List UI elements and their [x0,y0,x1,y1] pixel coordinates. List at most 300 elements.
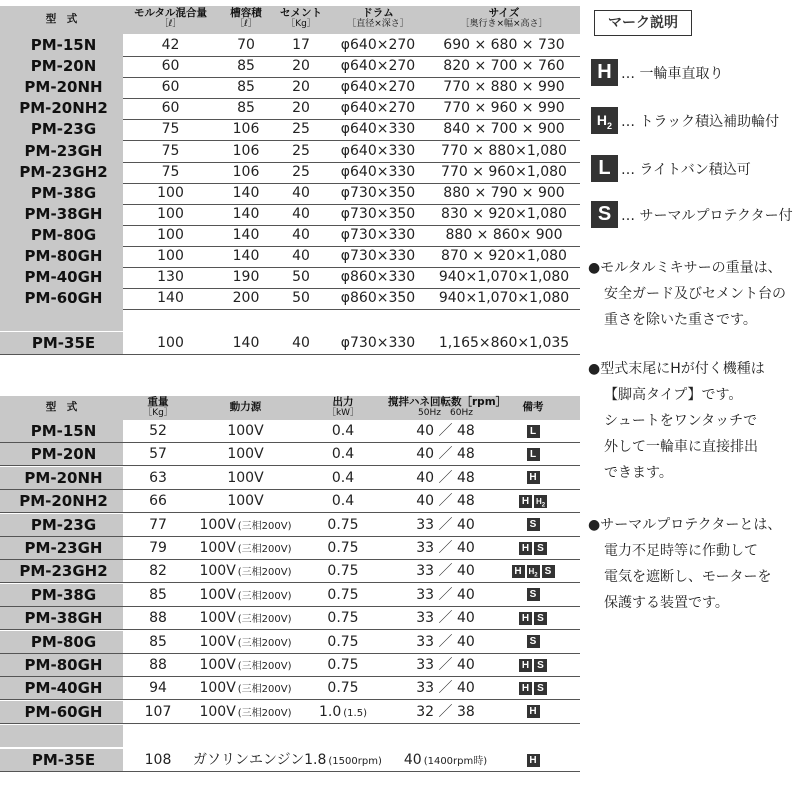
spec-cell: φ860×330 [340,269,416,286]
spec-cell: PM-80GH [0,245,123,268]
spec-cell: 106 [232,121,260,138]
row-divider [0,771,580,772]
power-value: 88 [149,657,167,673]
power-row [0,607,580,630]
power-value: 100V [227,469,264,486]
spec-cell: PM-20N [0,55,123,78]
power-model: PM-23GH [0,537,123,560]
power-cell [123,677,193,700]
power-cell [388,490,503,513]
spec-cell: 820 × 700 × 760 [443,58,565,75]
spec-row [0,34,580,57]
spec-cell: 50 [292,290,310,307]
power-cell [123,443,193,466]
spec-cell: 770 × 960×1,080 [441,163,567,180]
power-model: PM-20NH [0,467,123,490]
spec-cell: 40 [292,248,310,264]
spec-header-title: セメント [280,7,322,19]
power-cell [193,443,298,466]
spec-cell: 70 [237,37,255,53]
power-header-title: 撹拌ハネ回転数［rpm］ [388,396,507,408]
spec-cell: 20 [292,79,310,96]
power-value: 66 [149,493,167,510]
note-line: ●型式末尾にHが付く機種は [588,361,765,377]
power-value: 88 [149,610,167,627]
power-cell [193,560,298,583]
spec-header-4 [328,8,428,29]
power-value: 100V [227,423,264,439]
spec-cell: 75 [161,142,180,159]
spec-cell: 85 [237,58,255,75]
spec-row [0,118,580,141]
power-value: 0.75 [327,633,359,650]
power-cell [123,654,193,677]
power-model: PM-35E [0,749,123,772]
spec-cell: 870 × 920×1,080 [441,248,567,264]
power-value: 100V [199,563,236,580]
note-block [588,255,800,333]
power-row [0,537,580,560]
power-header-title: 出力 [332,396,354,408]
spec-cell: 100 [157,335,184,352]
power-value: 33 ／ 40 [416,540,475,556]
power-value: 100V [227,493,264,510]
power-value: 33 ／ 40 [416,586,475,603]
power-model: PM-20N [0,443,123,466]
power-marks [503,749,563,772]
spec-cell: 880 × 860× 900 [445,226,563,243]
power-marks [503,537,563,560]
spec-cell: 770 × 880×1,080 [441,142,567,159]
power-header-unit: 50Hz 60Hz [418,407,473,418]
power-cell [193,631,298,654]
power-cell [193,701,298,724]
power-marks [503,467,563,490]
power-header-title: 型 式 [45,401,78,413]
mark-s-icon: S [534,659,547,672]
power-marks [503,560,563,583]
mark-h2-icon: $H_2$ [535,496,546,509]
power-value: 0.75 [327,563,359,580]
spec-cell: 75 [161,121,180,138]
spec-cell: φ860×350 [340,290,416,307]
power-note: (1400rpm時) [423,756,488,768]
power-cell [193,420,298,443]
power-value: 40 [403,752,422,769]
power-value: 0.75 [327,680,359,697]
power-header-3 [298,397,388,418]
power-value: 33 ／ 40 [416,563,475,580]
spec-row [0,76,580,99]
power-marks [503,607,563,630]
power-value: 0.75 [327,610,359,627]
power-cell [388,443,503,466]
spec-cell: 840 × 700 × 900 [443,121,565,138]
spec-cell: 100 [157,226,184,243]
spec-row [0,140,580,163]
power-row [0,701,580,724]
legend-item [591,107,779,135]
power-cell [388,467,503,490]
spec-cell: 60 [161,100,180,117]
power-value: 108 [144,752,172,769]
mark-h-icon: H [519,495,532,508]
power-row [0,420,580,443]
mark-h-icon: H [519,682,532,695]
power-value: 0.4 [331,423,355,439]
spec-cell: φ730×350 [340,184,416,201]
power-header-5 [503,402,563,413]
spec-cell: 1,165×860×1,035 [438,335,570,352]
spec-cell: 40 [292,226,310,243]
spec-cell: 25 [292,163,310,180]
spec-header-title: 型 式 [45,13,78,25]
spec-cell: 770 × 960 × 990 [443,100,565,117]
power-model: PM-23G [0,514,123,537]
power-value: 40 ／ 48 [416,469,475,486]
legend-item [591,201,793,229]
spec-cell: 106 [232,142,260,159]
power-note: (三相200V) [237,707,292,719]
spec-row [0,245,580,268]
power-value: 100V [199,540,236,556]
power-cell [388,514,503,537]
power-row [0,677,580,700]
spec-cell: φ640×330 [340,142,416,159]
spec-header-title: ドラム [362,7,394,19]
spec-cell: 60 [161,58,180,75]
spec-header-unit: ［直径×深さ］ [347,18,409,29]
spec-cell: φ640×330 [340,121,416,138]
power-cell [298,749,388,772]
power-value: 100V [199,586,236,603]
power-value: 0.75 [327,540,359,556]
power-cell [193,514,298,537]
power-row [0,631,580,654]
power-cell [123,584,193,607]
power-note: (三相200V) [237,590,292,602]
spec-cell: 880 × 790 × 900 [443,184,565,201]
power-value: 0.4 [331,446,355,463]
power-row [0,467,580,490]
spec-header-1 [123,8,218,29]
legend-text: … 一輪車直取り [621,65,724,82]
power-note: (三相200V) [237,684,292,696]
mark-h-icon: H [519,612,532,625]
spec-cell: 940×1,070×1,080 [438,269,570,286]
row-divider [0,354,580,355]
power-cell [193,607,298,630]
spec-row [0,266,580,289]
power-header-1 [123,397,193,418]
spec-row-extra [0,332,580,355]
spec-cell: PM-15N [0,34,123,57]
power-note: (三相200V) [237,544,292,555]
spec-cell: 100 [157,205,184,222]
legend-text: … サーマルプロテクター付 [621,207,793,224]
power-model: PM-38G [0,584,123,607]
spec-header-unit: ［ℓ］ [235,18,257,29]
power-value: 0.75 [327,586,359,603]
power-value: 100V [199,610,236,627]
mark-l-icon: L [527,425,540,438]
spacer [0,309,123,331]
power-header-2 [193,402,298,413]
power-row [0,654,580,677]
note-block [588,356,800,486]
power-cell [193,749,305,772]
power-note: (1.5) [343,707,367,719]
power-cell [298,631,388,654]
power-marks [503,677,563,700]
spec-cell: 106 [232,163,260,180]
power-cell [193,467,298,490]
power-cell [193,677,298,700]
power-value: 0.4 [331,469,355,486]
power-model: PM-23GH2 [0,560,123,583]
spec-cell: φ730×330 [340,226,416,243]
power-value: 32 ／ 38 [416,703,475,720]
legend-title: マーク説明 [594,10,692,36]
mark-h-icon: H [591,59,618,86]
power-header-4 [388,396,507,418]
mark-s-icon: S [527,635,540,648]
note-line: 重さを除いた重さです。 [604,312,757,328]
legend-text: … トラック積込補助輪付 [621,113,780,130]
power-cell [123,514,193,537]
power-note: (三相200V) [237,520,292,532]
power-row [0,584,580,607]
mark-h2-icon: $H_2$ [528,566,538,579]
note-line: ●モルタルミキサーの重量は、 [588,260,782,276]
mark-s-icon: S [534,682,547,695]
power-value: 107 [144,703,172,720]
power-row [0,514,580,537]
power-cell [193,584,298,607]
spec-row [0,203,580,226]
spec-cell: 20 [292,58,310,75]
spec-cell: 40 [292,184,310,201]
spec-cell: PM-80G [0,224,123,247]
spec-row [0,97,580,120]
spec-cell: 85 [237,79,255,96]
spec-cell: 50 [292,269,310,286]
power-value: 40 ／ 48 [416,493,475,510]
power-note: (1500rpm) [328,756,382,768]
mark-h2-icon: $H_2$ [591,107,618,134]
power-marks [503,514,563,537]
power-cell [388,607,503,630]
power-marks [503,420,563,443]
power-cell [298,654,388,677]
power-table-header [0,396,580,420]
note-line: 安全ガード及びセメント台の [604,286,786,302]
note-line: 電気を遮断し、モーターを [604,569,772,585]
power-value: 0.4 [331,493,355,510]
spec-cell: 140 [232,226,260,243]
spec-header-3 [274,8,328,29]
mark-h-icon: H [519,542,532,555]
mark-l-icon: L [591,155,618,182]
power-cell [388,677,503,700]
power-cell [388,654,503,677]
spec-cell: φ640×270 [340,37,416,53]
spec-cell: PM-23GH2 [0,161,123,184]
power-cell [298,607,388,630]
spec-cell: PM-60GH [0,287,123,310]
spec-cell: φ730×330 [340,335,416,352]
mark-h-icon: H [527,471,540,484]
power-header-unit: ［Kg］ [143,407,173,418]
power-value: 1.0 [319,703,342,720]
power-cell [193,490,298,513]
power-cell [123,560,193,583]
power-value: 82 [149,563,167,580]
spec-cell: 25 [292,121,310,138]
power-value: 40 ／ 48 [416,423,475,439]
power-cell [388,584,503,607]
power-value: 100V [199,516,236,533]
spec-cell: 17 [292,37,310,53]
mark-s-icon: S [527,518,540,531]
spec-header-unit: ［Kg］ [286,18,316,29]
power-model: PM-20NH2 [0,490,123,513]
power-cell [388,701,503,724]
legend-item [591,155,751,183]
power-value: 33 ／ 40 [416,657,475,673]
power-cell [298,537,388,560]
power-value: 100V [199,657,236,673]
row-divider [0,723,580,724]
power-cell [193,654,298,677]
spec-header-title: 槽容積 [230,7,262,19]
spec-row [0,224,580,247]
power-cell [388,537,503,560]
spec-cell: 830 × 920×1,080 [441,205,567,222]
note-line: 【脚高タイプ】です。 [604,387,743,403]
power-value: 40 ／ 48 [416,446,475,463]
power-value: 0.75 [327,657,359,673]
power-value: ガソリンエンジン [193,752,305,769]
power-header-title: 重量 [147,396,169,408]
power-model: PM-15N [0,420,123,443]
spec-cell: φ640×330 [340,163,416,180]
spec-cell: 40 [292,335,310,352]
spec-row [0,287,580,310]
spec-header-0 [0,14,123,25]
power-cell [298,677,388,700]
legend-item [591,59,723,87]
spec-cell: 190 [232,269,260,286]
mark-s-icon: S [527,588,540,601]
power-value: 100V [199,703,236,720]
power-value: 79 [149,540,167,556]
power-cell [298,467,388,490]
note-block [588,512,800,616]
power-cell [123,420,193,443]
spec-cell: 200 [232,290,260,307]
power-model: PM-60GH [0,701,123,724]
power-value: 85 [149,633,167,650]
power-cell [123,537,193,560]
power-note: (三相200V) [237,661,292,672]
power-value: 33 ／ 40 [416,516,475,533]
spacer [0,725,123,747]
power-cell [298,701,388,724]
note-line: ●サーマルプロテクターとは、 [588,517,782,533]
spec-cell: PM-20NH2 [0,97,123,120]
power-cell [298,420,388,443]
power-value: 1.8 [304,752,327,769]
spec-cell: 140 [232,248,260,264]
power-model: PM-80G [0,631,123,654]
spec-cell: 140 [232,205,260,222]
spec-header-title: サイズ [488,7,520,19]
spec-cell: φ640×270 [340,58,416,75]
power-cell [298,560,388,583]
spec-table-header [0,6,580,34]
power-value: 77 [149,516,167,533]
power-marks [503,631,563,654]
power-note: (三相200V) [237,637,292,649]
mark-s-icon: S [534,612,547,625]
power-cell [298,490,388,513]
spec-cell: 140 [232,335,260,352]
spec-cell: PM-20NH [0,76,123,99]
power-cell [298,514,388,537]
mark-s-icon: S [534,542,547,555]
spec-cell: 20 [292,100,310,117]
power-header-title: 動力源 [229,401,262,413]
spec-header-title: モルタル混合量 [133,7,208,19]
note-line: できます。 [604,465,673,481]
note-line: 電力不足時等に作動して [604,543,758,559]
power-value: 33 ／ 40 [416,633,475,650]
power-marks [503,584,563,607]
power-cell [298,584,388,607]
power-cell [123,631,193,654]
power-model: PM-40GH [0,677,123,700]
power-note: (三相200V) [237,614,292,626]
spec-header-2 [218,8,274,29]
note-line: シュートをワンタッチで [604,413,758,429]
spec-cell: PM-23G [0,118,123,141]
power-cell [298,443,388,466]
spec-cell: 140 [157,290,184,307]
spec-cell: φ730×330 [340,248,416,264]
power-marks [503,443,563,466]
power-row [0,443,580,466]
power-value: 100V [199,633,236,650]
power-row-extra [0,749,580,772]
power-value: 100V [199,680,236,697]
spec-cell: PM-38G [0,182,123,205]
spec-header-5 [428,8,580,29]
power-value: 63 [149,469,167,486]
spec-cell: PM-38GH [0,203,123,226]
spec-cell: 85 [237,100,255,117]
power-cell [388,560,503,583]
power-value: 52 [149,423,167,439]
power-header-unit: ［kW］ [326,407,360,418]
power-cell [388,420,503,443]
spec-cell: 690 × 680 × 730 [443,37,565,53]
spec-cell: PM-23GH [0,140,123,163]
power-model: PM-38GH [0,607,123,630]
spec-row [0,182,580,205]
power-marks [503,490,563,513]
spec-cell: 770 × 880 × 990 [443,79,565,96]
